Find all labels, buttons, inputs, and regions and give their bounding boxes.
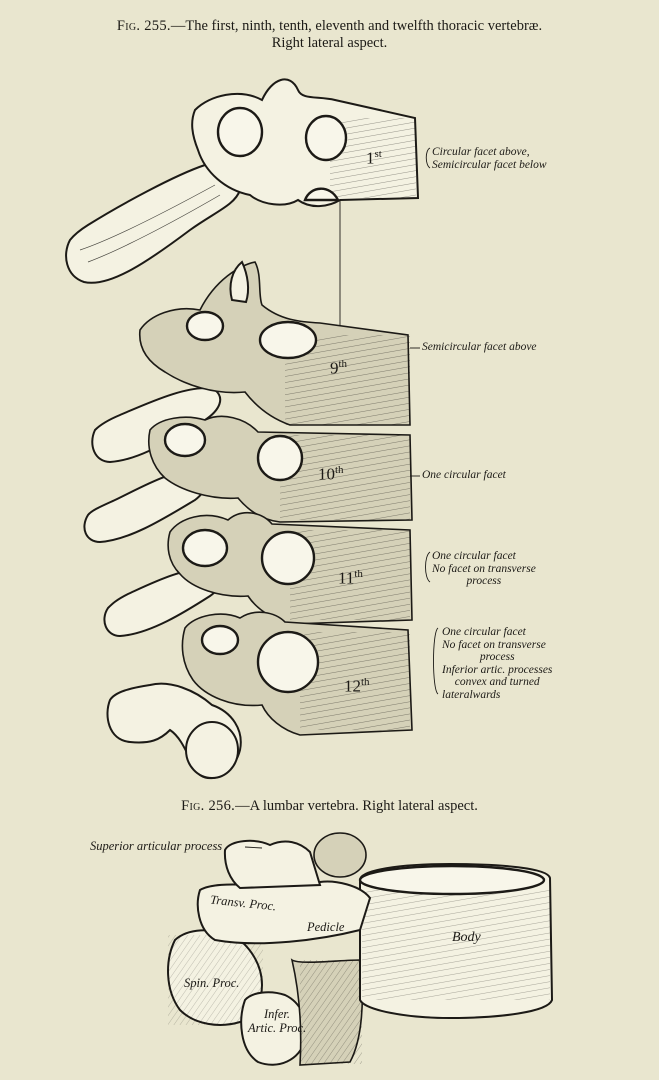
label-pedicle: Pedicle [307, 920, 345, 934]
label-inferior-1: Infer. [264, 1007, 291, 1021]
note-1st: Circular facet above, Semicircular facet below [432, 146, 547, 171]
note-11th: One circular facet No facet on transverse process [432, 550, 536, 587]
lumbar-vertebra-drawing [168, 833, 552, 1065]
label-inferior-2: Artic. Proc. [248, 1021, 307, 1035]
fig-256-title: —A lumbar vertebra. Right lateral aspect. [235, 798, 478, 814]
fig-256-caption [0, 798, 659, 815]
fig-255-number: Fig. 255. [116, 18, 171, 34]
label-10th: 10th [318, 464, 344, 484]
fig-256-number: Fig. 256. [181, 798, 236, 814]
label-spinous-process: Spin. Proc. [184, 976, 240, 990]
label-1st: 1st [366, 148, 382, 168]
label-12th: 12th [344, 676, 370, 696]
label-transverse-process: Transv. Proc. [209, 892, 277, 914]
note-9th: Semicircular facet above [422, 341, 537, 353]
fig-255-caption [0, 18, 659, 52]
label-body: Body [452, 930, 481, 945]
note-10th: One circular facet [422, 469, 506, 481]
label-superior-articular: Superior articular process [90, 839, 223, 853]
note-12th: One circular facet No facet on transverse process Inferior artic. processes convex and turned lateralwards [442, 626, 553, 701]
label-9th: 9th [330, 358, 348, 378]
fig-255-subtitle: Right lateral aspect. [271, 35, 388, 51]
label-11th: 11th [338, 568, 363, 588]
fig-255-title: —The first, ninth, tenth, eleventh and twelfth thoracic vertebræ. [170, 18, 543, 34]
